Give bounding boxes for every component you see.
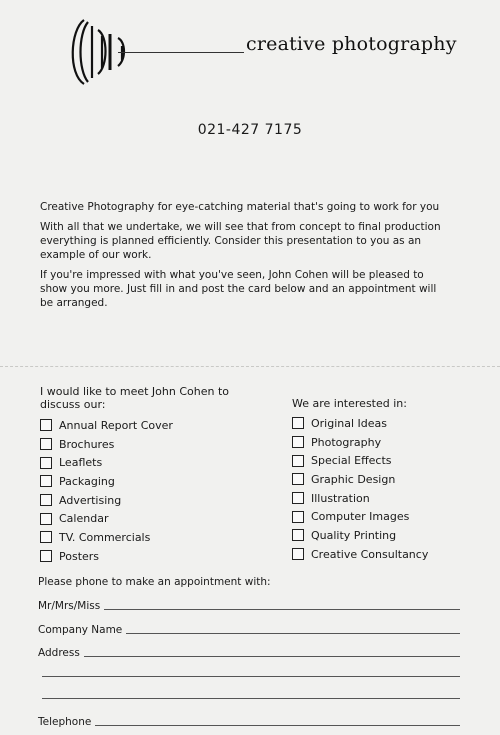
- checkbox-option[interactable]: [292, 414, 482, 433]
- checkbox[interactable]: [292, 417, 304, 429]
- checkbox-option[interactable]: [40, 435, 270, 454]
- checkbox[interactable]: [40, 494, 52, 506]
- checkbox-option[interactable]: [292, 507, 482, 526]
- checkbox-option[interactable]: [292, 451, 482, 470]
- option-label: Graphic Design: [311, 472, 396, 486]
- checkbox-option[interactable]: [40, 509, 270, 528]
- option-label: Annual Report Cover: [59, 418, 173, 432]
- brand-name: creative photography: [246, 33, 457, 55]
- interest-title: We are interested in:: [292, 397, 407, 410]
- option-label: Computer Images: [311, 510, 410, 524]
- checkbox[interactable]: [292, 492, 304, 504]
- checkbox[interactable]: [292, 511, 304, 523]
- name-label: Mr/Mrs/Miss: [38, 600, 101, 612]
- intro-text: [40, 200, 450, 316]
- option-label: Photography: [311, 435, 382, 449]
- logo-rule: [118, 52, 244, 53]
- name-field[interactable]: [38, 598, 460, 612]
- option-label: Posters: [59, 549, 100, 563]
- checkbox[interactable]: [40, 531, 52, 543]
- option-label: Creative Consultancy: [311, 547, 429, 561]
- checkbox-option[interactable]: [40, 472, 270, 491]
- company-label: Company Name: [38, 624, 123, 636]
- option-label: Brochures: [59, 437, 115, 451]
- intro-paragraph-3: If you're impressed with what you've seen, John Cohen will be pleased to show you more. Just fill in and post the card below and an appointment will be arranged.: [40, 269, 437, 309]
- checkbox[interactable]: [292, 455, 304, 467]
- checkbox-option[interactable]: [40, 491, 270, 510]
- checkbox[interactable]: [292, 473, 304, 485]
- address-label: Address: [38, 647, 80, 659]
- checkbox[interactable]: [292, 548, 304, 560]
- checkbox[interactable]: [40, 513, 52, 525]
- checkbox[interactable]: [292, 529, 304, 541]
- discuss-title: I would like to meet John Cohen to discuss our:: [40, 385, 230, 411]
- checkbox-option[interactable]: [292, 489, 482, 508]
- fold-line: [0, 366, 500, 367]
- option-label: Calendar: [59, 512, 109, 526]
- checkbox-option[interactable]: [292, 470, 482, 489]
- form-lead: Please phone to make an appointment with:: [38, 576, 271, 588]
- company-field[interactable]: [38, 622, 460, 636]
- checkbox[interactable]: [40, 438, 52, 450]
- checkbox-option[interactable]: [292, 545, 482, 564]
- option-label: Advertising: [59, 493, 122, 507]
- option-label: Original Ideas: [311, 416, 388, 430]
- address-field[interactable]: [38, 645, 460, 659]
- interest-checklist: [292, 397, 482, 564]
- option-label: TV. Commercials: [59, 530, 151, 544]
- intro-paragraph-1: Creative Photography for eye-catching material that's going to work for you: [40, 201, 440, 213]
- checkbox[interactable]: [40, 419, 52, 431]
- contact-form: [38, 576, 460, 728]
- checkbox-option[interactable]: [40, 453, 270, 472]
- name-line[interactable]: [104, 609, 460, 610]
- checkbox-option[interactable]: [292, 433, 482, 452]
- telephone-line[interactable]: [95, 725, 460, 726]
- address-line-2[interactable]: [42, 676, 460, 677]
- option-label: Leaflets: [59, 456, 103, 470]
- checkbox[interactable]: [40, 475, 52, 487]
- checkbox[interactable]: [292, 436, 304, 448]
- address-line[interactable]: [84, 656, 460, 657]
- phone-number: 021-427 7175: [197, 122, 303, 138]
- checkbox-option[interactable]: [40, 547, 270, 566]
- checkbox-option[interactable]: [40, 416, 270, 435]
- checkbox[interactable]: [40, 457, 52, 469]
- checkbox-option[interactable]: [40, 528, 270, 547]
- telephone-label: Telephone: [38, 716, 92, 728]
- discuss-checklist: [40, 385, 270, 566]
- option-label: Special Effects: [311, 454, 392, 468]
- option-label: Packaging: [59, 474, 115, 488]
- company-line[interactable]: [126, 633, 460, 634]
- checkbox-option[interactable]: [292, 526, 482, 545]
- option-label: Illustration: [311, 491, 370, 505]
- option-label: Quality Printing: [311, 528, 397, 542]
- intro-paragraph-2: With all that we undertake, we will see that from concept to final production everything is planned efficiently. Consider this presentation to you as an example of our work.: [40, 221, 441, 261]
- address-line-3[interactable]: [42, 698, 460, 699]
- checkbox[interactable]: [40, 550, 52, 562]
- telephone-field[interactable]: [38, 714, 460, 728]
